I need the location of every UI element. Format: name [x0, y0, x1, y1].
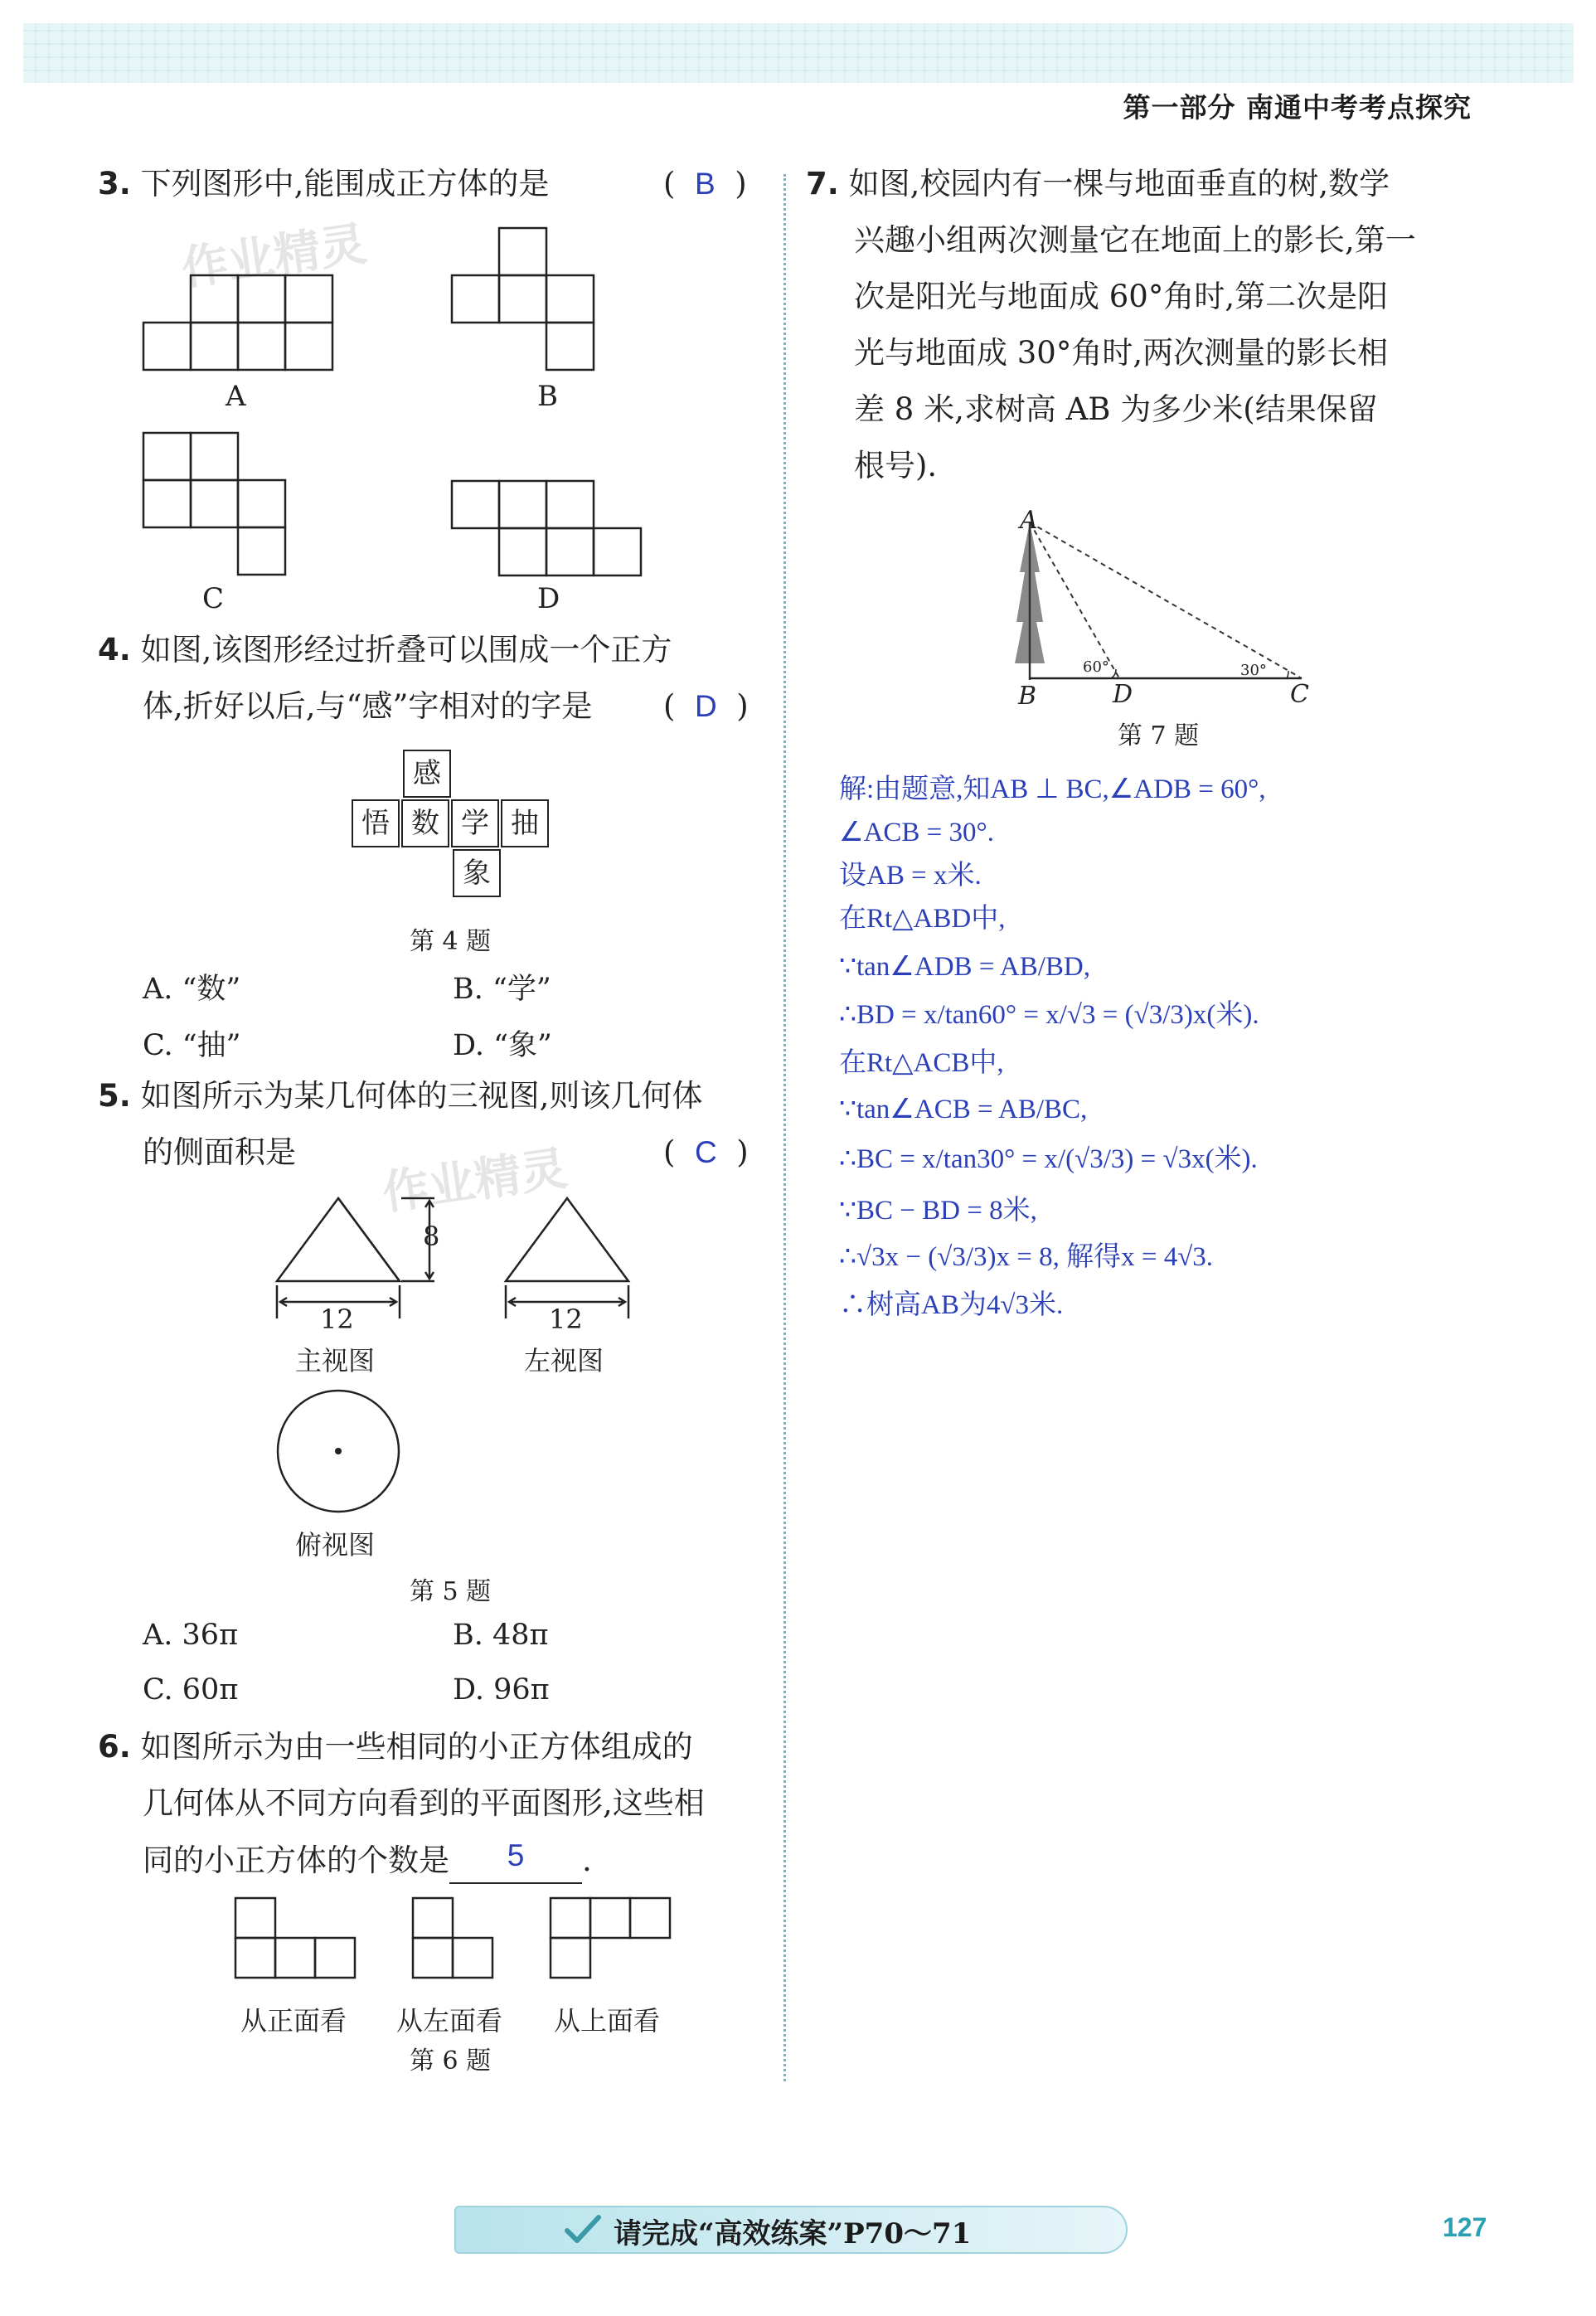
point-b-label: B [1018, 682, 1037, 711]
net-cell-top: 感 [403, 750, 451, 798]
q7-tree-figure [995, 498, 1327, 721]
q6-answer: 5 [507, 1838, 525, 1872]
q6-period: . [582, 1843, 592, 1878]
angle-60-label: 60° [1083, 658, 1109, 676]
q5-caption: 第 5 题 [410, 1577, 492, 1606]
q7-stem-line5: 差 8 米,求树高 AB 为多少米(结果保留 [854, 391, 1378, 427]
q5-answer-paren [663, 1134, 749, 1171]
q7-caption: 第 7 题 [1118, 721, 1200, 750]
q6-top-label: 从上面看 [554, 2005, 661, 2037]
q4-option-a: A. “数” [143, 973, 241, 1006]
solution-line: ∵tan∠ACB = AB/BC, [839, 1095, 1088, 1124]
net-b [452, 228, 594, 370]
q7-stem-line3: 次是阳光与地面成 60°角时,第二次是阳 [854, 279, 1389, 314]
net-cell: 抽 [501, 799, 549, 847]
paren-close: ) [735, 166, 747, 201]
solution-line: ∴BD = x/tan60° = x/√3 = (√3/3)x(米). [839, 1000, 1259, 1030]
q6-stem-line3 [143, 1838, 592, 1881]
net-label-d: D [537, 582, 560, 615]
q7-text-line1: 如图,校园内有一棵与地面垂直的树,数学 [848, 166, 1390, 201]
footer-text: 请完成“高效练案”P70～71 [614, 2217, 972, 2250]
q6-left-label: 从左面看 [396, 2005, 503, 2037]
pencil-check-icon [564, 2212, 602, 2247]
section-title: 第一部分 南通中考考点探究 [1123, 91, 1472, 124]
net-cell-bottom: 象 [453, 849, 501, 897]
q4-stem-line1 [98, 632, 672, 668]
q6-answer-blank [449, 1838, 582, 1884]
q7-stem-line1 [806, 166, 1390, 202]
q6-number: 6. [98, 1729, 131, 1765]
watermark: 作业精灵 [379, 1141, 571, 1221]
q7-stem-line4: 光与地面成 30°角时,两次测量的影长相 [854, 335, 1389, 371]
top-view-label: 俯视图 [295, 1529, 376, 1561]
q5-option-c: C. 60π [143, 1673, 239, 1707]
q4-answer: D [694, 689, 717, 723]
solution-line: ∴BC = x/tan30° = x/(√3/3) = √3x(米). [839, 1144, 1258, 1174]
solution-line: ∵BC − BD = 8米, [839, 1196, 1037, 1226]
q4-number: 4. [98, 632, 131, 668]
page-number: 127 [1443, 2212, 1487, 2242]
solution-line: ∵tan∠ADB = AB/BD, [839, 952, 1090, 982]
q3-number: 3. [98, 166, 131, 201]
watermark: 作业精灵 [178, 216, 371, 297]
net-a [143, 275, 332, 370]
q5-stem-line1 [98, 1078, 702, 1114]
paren-open: ( [663, 1134, 676, 1170]
q5-stem-line2: 的侧面积是 [143, 1134, 296, 1170]
net-cell: 学 [451, 799, 499, 847]
q4-option-d: D. “象” [453, 1029, 552, 1062]
q4-answer-paren [663, 688, 749, 725]
header-band [23, 23, 1574, 83]
point-c-label: C [1290, 680, 1309, 709]
q6-caption: 第 6 题 [410, 2047, 492, 2076]
q3-text: 下列图形中,能围成正方体的是 [140, 166, 550, 201]
paren-open: ( [663, 688, 676, 724]
solution-line: 在Rt△ACB中, [839, 1048, 1004, 1078]
q5-width-label-front: 12 [320, 1304, 354, 1335]
q6-left-view [413, 1898, 492, 1978]
q4-option-c: C. “抽” [143, 1029, 241, 1062]
q5-option-b: B. 48π [453, 1619, 549, 1652]
tree-icon [1015, 522, 1045, 680]
q5-option-a: A. 36π [143, 1619, 239, 1652]
net-d [452, 481, 641, 575]
q4-option-b: B. “学” [453, 973, 551, 1006]
q6-text-line1: 如图所示为由一些相同的小正方体组成的 [140, 1729, 693, 1765]
q6-front-view [235, 1898, 355, 1978]
net-label-b: B [537, 380, 558, 413]
solution-line: ∴树高AB为4√3米. [839, 1290, 1064, 1320]
q5-text-line1: 如图所示为某几何体的三视图,则该几何体 [140, 1078, 703, 1114]
q3-nets-figure [133, 216, 672, 580]
point-a-label: A [1020, 506, 1038, 535]
q5-views-figure [265, 1186, 655, 1318]
q5-answer: C [694, 1135, 717, 1169]
q3-answer-paren [663, 166, 747, 202]
q6-front-label: 从正面看 [240, 2005, 347, 2037]
paren-close: ) [736, 1134, 749, 1170]
q7-stem-line2: 兴趣小组两次测量它在地面上的影长,第一 [854, 222, 1416, 258]
net-cell: 悟 [352, 799, 400, 847]
front-view-triangle [277, 1198, 400, 1281]
q6-stem-line2: 几何体从不同方向看到的平面图形,这些相 [143, 1785, 705, 1821]
net-label-a: A [226, 380, 246, 413]
q5-number: 5. [98, 1078, 131, 1114]
solution-line: 解:由题意,知AB ⊥ BC,∠ADB = 60°, [839, 774, 1266, 804]
solution-line: 在Rt△ABD中, [839, 904, 1006, 934]
front-view-label: 主视图 [295, 1345, 376, 1376]
net-label-c: C [202, 582, 225, 615]
q3-answer: B [694, 167, 716, 201]
left-view-label: 左视图 [524, 1345, 604, 1376]
solution-line: 设AB = x米. [839, 861, 982, 891]
q6-stem-line1 [98, 1729, 693, 1765]
net-c [143, 433, 285, 575]
q6-views-figure [232, 1895, 680, 1986]
solution-line: ∠ACB = 30°. [839, 818, 994, 847]
q6-top-view [551, 1898, 670, 1978]
q7-number: 7. [806, 166, 839, 201]
q7-stem-line6: 根号). [854, 448, 938, 483]
q5-height-label: 8 [423, 1221, 440, 1252]
column-divider [783, 174, 786, 2081]
angle-30-label: 30° [1240, 662, 1267, 679]
point-d-label: D [1113, 680, 1133, 709]
q3-stem [98, 166, 549, 202]
top-view-circle [272, 1385, 405, 1517]
q5-option-d: D. 96π [453, 1673, 550, 1707]
q4-text-line1: 如图,该图形经过折叠可以围成一个正方 [140, 632, 672, 668]
net-cell: 数 [401, 799, 449, 847]
q5-width-label-left: 12 [549, 1304, 583, 1335]
q4-caption: 第 4 题 [410, 927, 492, 956]
solution-line: ∴√3x − (√3/3)x = 8, 解得x = 4√3. [839, 1242, 1214, 1272]
paren-close: ) [736, 688, 749, 724]
q4-stem-line2: 体,折好以后,与“感”字相对的字是 [143, 688, 593, 724]
paren-open: ( [663, 166, 676, 201]
left-view-triangle [506, 1198, 628, 1281]
q6-text-line3: 同的小正方体的个数是 [143, 1843, 449, 1878]
